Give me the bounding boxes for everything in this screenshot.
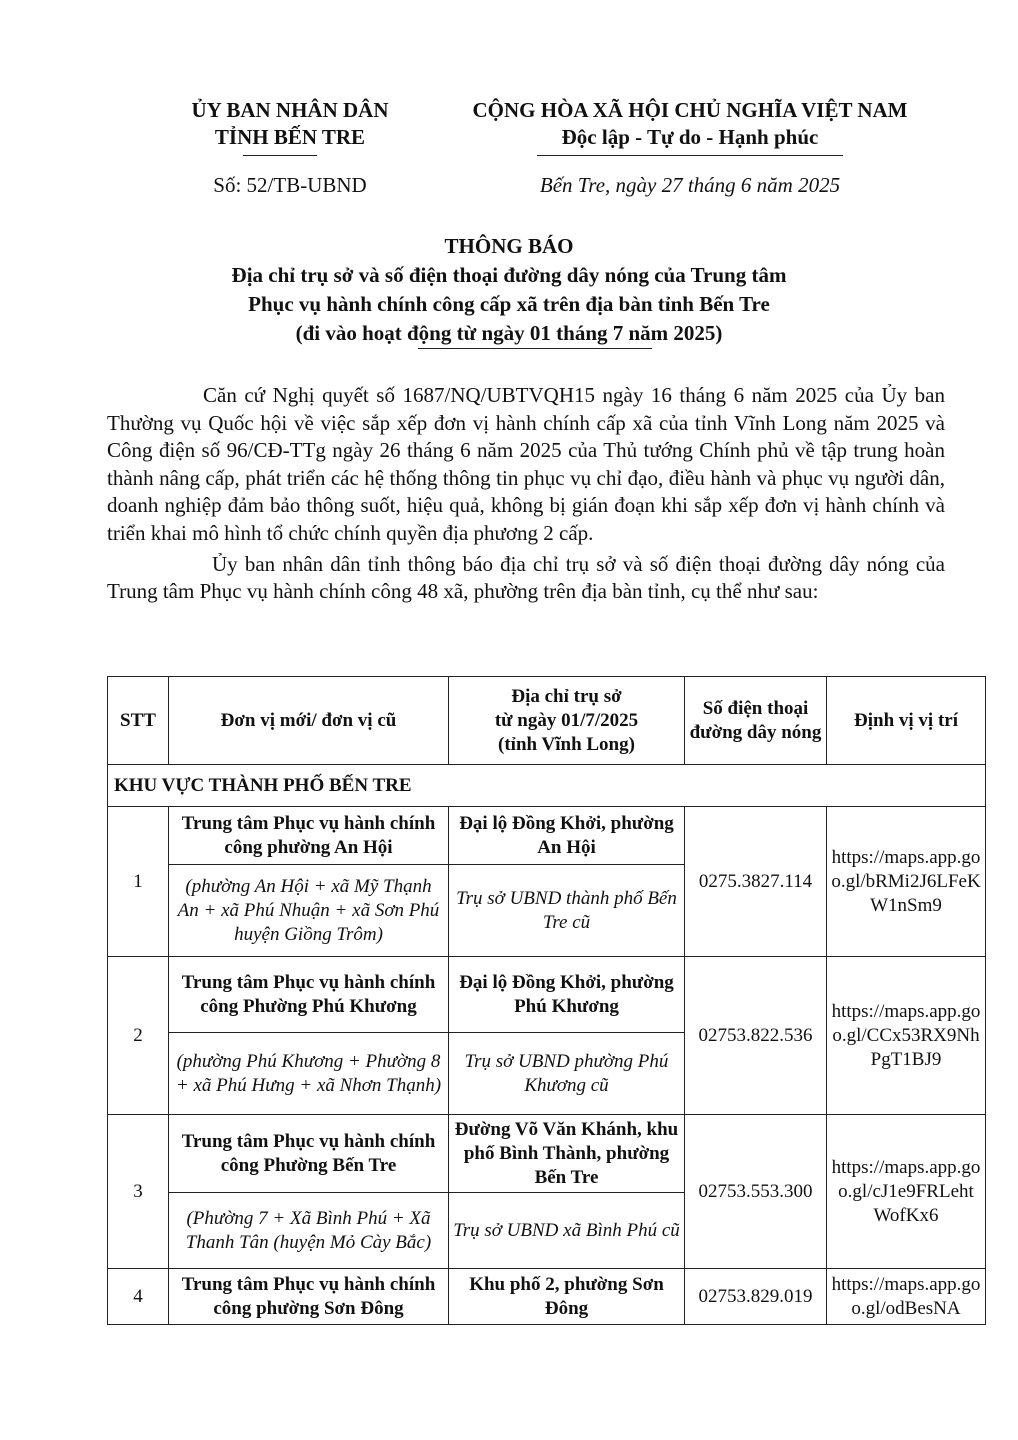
col-header-address — [449, 677, 685, 765]
col-header-address-l3: (tỉnh Vĩnh Long) — [498, 733, 635, 755]
address-new: Đại lộ Đồng Khởi, phường Phú Khương — [449, 957, 685, 1033]
table-row — [108, 957, 986, 1033]
notice-subtitle-line2: Phục vụ hành chính công cấp xã trên địa bàn tỉnh Bến Tre — [248, 292, 770, 316]
col-header-location: Định vị vị trí — [827, 677, 986, 765]
nation-motto: Độc lập - Tự do - Hạnh phúc — [561, 125, 819, 149]
address-old: Trụ sở UBND xã Bình Phú cũ — [449, 1193, 685, 1269]
org-name-underline — [243, 155, 317, 156]
unit-name: Trung tâm Phục vụ hành chính công phường Sơn Đông — [169, 1269, 449, 1325]
org-name-line2: TỈNH BẾN TRE — [214, 125, 366, 149]
table-row — [108, 1269, 986, 1325]
body-paragraph-1: Căn cứ Nghị quyết số 1687/NQ/UBTVQH15 ngày 16 tháng 6 năm 2025 của Ủy ban Thường vụ Quốc hội về việc sắp xếp đơn vị hành chính cấp xã của tỉnh Vĩnh Long năm 2025 và Công điện số 96/CĐ-TTg ngày 26 tháng 6 năm 2025 của Thủ tướng Chính phủ về tập trung hoàn thành nâng cấp, phát triển các hệ thống thông tin phục vụ chỉ đạo, điều hành và phục vụ người dân, doanh nghiệp đảm bảo thông suốt, hiệu quả, không bị gián đoạn khi sắp xếp đơn vị hành chính và triển khai mô hình tổ chức chính quyền địa phương 2 cấp. — [107, 383, 945, 545]
col-header-address-l2: từ ngày 01/7/2025 — [494, 709, 639, 731]
col-header-address-l1: Địa chỉ trụ sở — [511, 685, 622, 707]
notice-subtitle-line1: Địa chỉ trụ sở và số điện thoại đường dây nóng của Trung tâm — [231, 263, 787, 287]
place-date: Bến Tre, ngày 27 tháng 6 năm 2025 — [539, 173, 841, 197]
map-link[interactable]: https://maps.app.goo.gl/odBesNA — [827, 1269, 986, 1325]
hotline-table — [107, 676, 986, 1325]
document-number: Số: 52/TB-UBND — [213, 173, 367, 197]
nation-title: CỘNG HÒA XÃ HỘI CHỦ NGHĨA VIỆT NAM — [472, 98, 908, 122]
row-stt: 1 — [108, 807, 169, 957]
address-new: Đại lộ Đồng Khởi, phường An Hội — [449, 807, 685, 865]
notice-body — [107, 382, 945, 606]
notice-title: THÔNG BÁO — [444, 234, 574, 258]
row-stt: 3 — [108, 1115, 169, 1269]
hotline-phone: 02753.553.300 — [685, 1115, 827, 1269]
row-stt: 4 — [108, 1269, 169, 1325]
address-old: Trụ sở UBND phường Phú Khương cũ — [449, 1033, 685, 1115]
hotline-phone: 0275.3827.114 — [685, 807, 827, 957]
map-link[interactable]: https://maps.app.goo.gl/CCx53RX9NhPgT1BJ9 — [827, 957, 986, 1115]
row-stt: 2 — [108, 957, 169, 1115]
map-link[interactable]: https://maps.app.goo.gl/bRMi2J6LFeKW1nSm9 — [827, 807, 986, 957]
map-link[interactable]: https://maps.app.goo.gl/cJ1e9FRLehtWofKx6 — [827, 1115, 986, 1269]
unit-name: Trung tâm Phục vụ hành chính công Phường Phú Khương — [169, 957, 449, 1033]
old-units: (phường An Hội + xã Mỹ Thạnh An + xã Phú Nhuận + xã Sơn Phú huyện Giồng Trôm) — [169, 865, 449, 957]
org-name-line1: ỦY BAN NHÂN DÂN — [191, 98, 389, 122]
hotline-phone: 02753.822.536 — [685, 957, 827, 1115]
hotline-phone: 02753.829.019 — [685, 1269, 827, 1325]
nation-motto-underline — [537, 155, 843, 156]
region-label: KHU VỰC THÀNH PHỐ BẾN TRE — [108, 765, 986, 807]
body-paragraph-2: Ủy ban nhân dân tỉnh thông báo địa chỉ trụ sở và số điện thoại đường dây nóng của Trung tâm Phục vụ hành chính công 48 xã, phường trên địa bàn tỉnh, cụ thể như sau: — [107, 551, 945, 604]
old-units: (Phường 7 + Xã Bình Phú + Xã Thanh Tân (huyện Mỏ Cày Bắc) — [169, 1193, 449, 1269]
title-underline — [418, 348, 652, 349]
unit-name: Trung tâm Phục vụ hành chính công Phường Bến Tre — [169, 1115, 449, 1193]
address-old: Trụ sở UBND thành phố Bến Tre cũ — [449, 865, 685, 957]
region-row — [108, 765, 986, 807]
col-header-stt: STT — [108, 677, 169, 765]
table-row — [108, 1115, 986, 1193]
table-row — [108, 807, 986, 865]
col-header-unit: Đơn vị mới/ đơn vị cũ — [169, 677, 449, 765]
address-new: Đường Võ Văn Khánh, khu phố Bình Thành, phường Bến Tre — [449, 1115, 685, 1193]
notice-subtitle-line3: (đi vào hoạt động từ ngày 01 tháng 7 năm 2025) — [295, 321, 723, 345]
col-header-phone: Số điện thoại đường dây nóng — [685, 677, 827, 765]
address-new: Khu phố 2, phường Sơn Đông — [449, 1269, 685, 1325]
unit-name: Trung tâm Phục vụ hành chính công phường An Hội — [169, 807, 449, 865]
table-header-row — [108, 677, 986, 765]
old-units: (phường Phú Khương + Phường 8 + xã Phú Hưng + xã Nhơn Thạnh) — [169, 1033, 449, 1115]
